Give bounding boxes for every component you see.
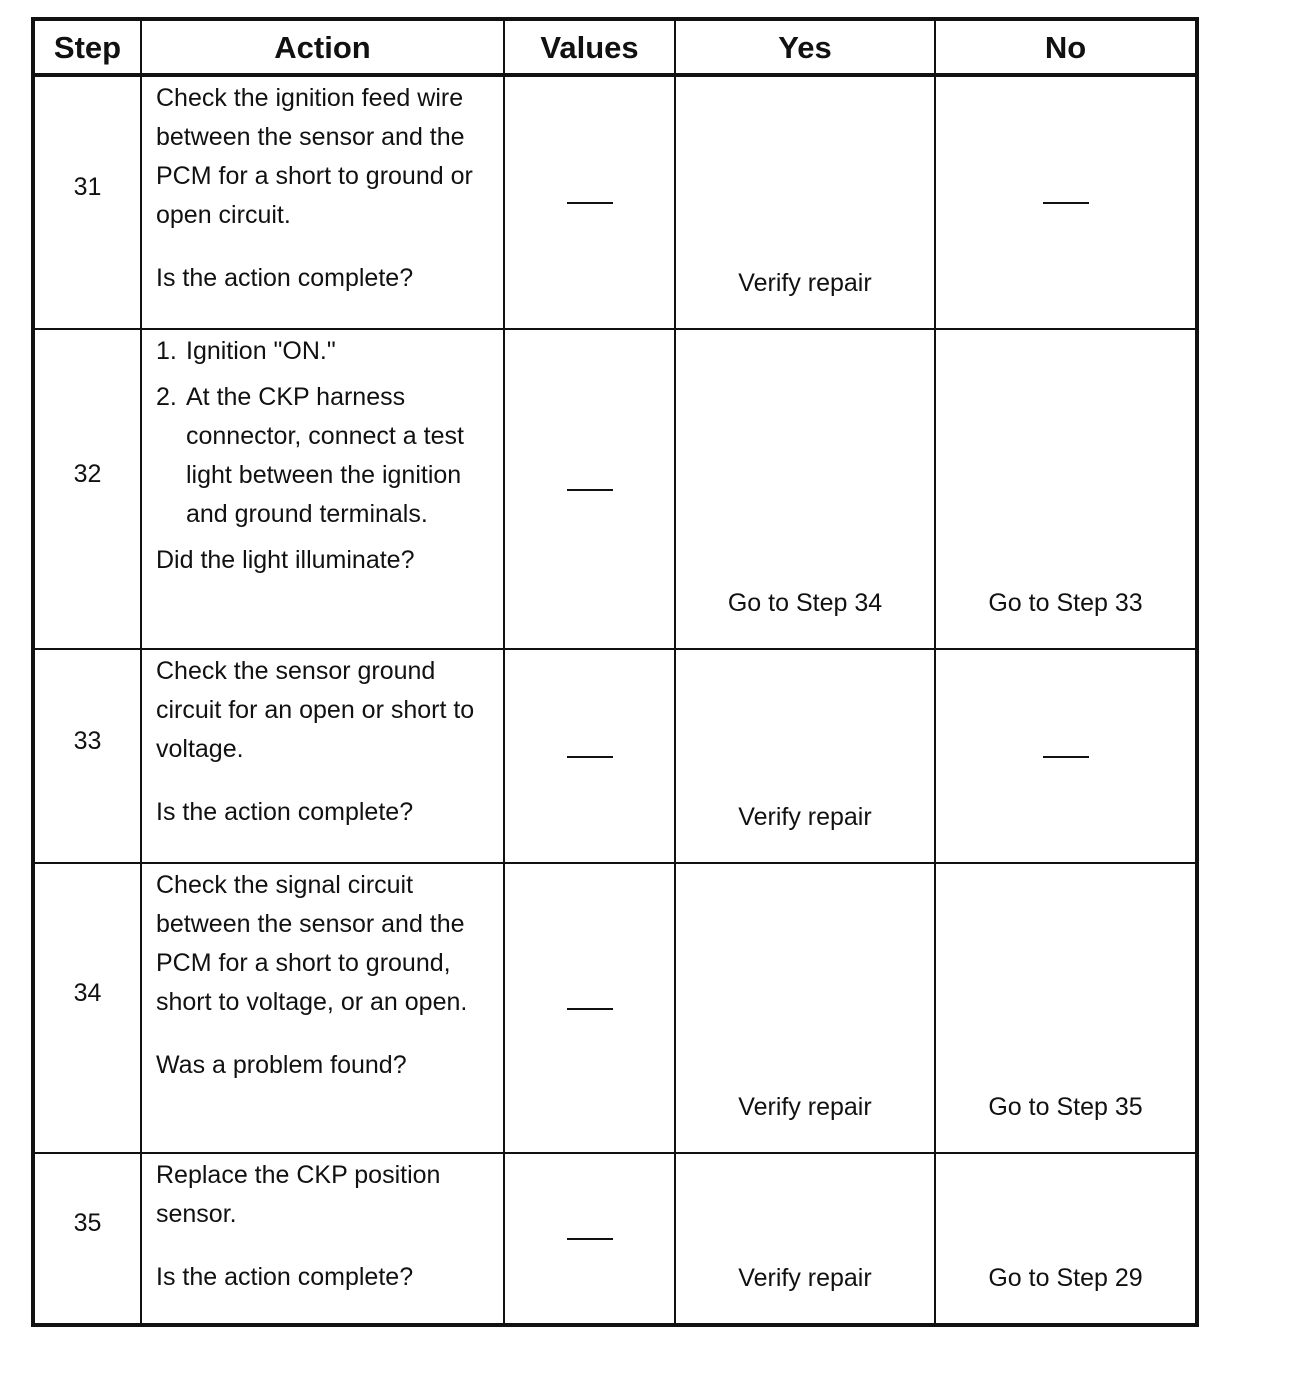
list-item (156, 332, 493, 371)
step-number: 35 (33, 1153, 141, 1325)
action-question: Is the action complete? (156, 798, 414, 826)
action-text: Check the ignition feed wire between the sensor and the PCM for a short to ground or open circuit. (156, 84, 473, 229)
action-cell (141, 329, 504, 649)
header-row (33, 19, 1197, 75)
action-cell (141, 863, 504, 1153)
header-values: Values (504, 19, 675, 75)
action-cell (141, 1153, 504, 1325)
action-text: Replace the CKP position sensor. (156, 1161, 441, 1228)
step-number: 32 (33, 329, 141, 649)
step-number: 31 (33, 75, 141, 329)
action-question: Did the light illuminate? (156, 546, 415, 574)
diagnostic-table (31, 17, 1199, 1327)
dash-mark (567, 489, 613, 491)
action-question: Was a problem found? (156, 1051, 407, 1079)
action-text: Check the signal circuit between the sensor and the PCM for a short to ground, short to voltage, or an open. (156, 871, 468, 1016)
action-question: Is the action complete? (156, 264, 414, 292)
dash-mark (567, 1008, 613, 1010)
header-action: Action (141, 19, 504, 75)
dash-mark (567, 1238, 613, 1240)
no-cell (935, 75, 1197, 329)
values-cell (504, 863, 675, 1153)
step-number: 33 (33, 649, 141, 863)
no-cell (935, 649, 1197, 863)
dash-mark (1043, 756, 1089, 758)
header-no: No (935, 19, 1197, 75)
yes-cell: Go to Step 34 (675, 329, 935, 649)
no-cell: Go to Step 33 (935, 329, 1197, 649)
action-cell (141, 649, 504, 863)
no-cell: Go to Step 29 (935, 1153, 1197, 1325)
substep-text: At the CKP harness connector, connect a test light between the ignition and ground terminals. (186, 383, 464, 528)
dash-mark (1043, 202, 1089, 204)
action-text: Check the sensor ground circuit for an open or short to voltage. (156, 657, 475, 763)
action-cell (141, 75, 504, 329)
header-step: Step (33, 19, 141, 75)
yes-cell: Verify repair (675, 863, 935, 1153)
table-row (33, 329, 1197, 649)
no-cell: Go to Step 35 (935, 863, 1197, 1153)
step-number: 34 (33, 863, 141, 1153)
dash-mark (567, 202, 613, 204)
table-row (33, 75, 1197, 329)
substep-list (156, 332, 493, 534)
substep-number: 2. (156, 383, 177, 411)
yes-cell: Verify repair (675, 75, 935, 329)
values-cell (504, 75, 675, 329)
table-row (33, 1153, 1197, 1325)
values-cell (504, 649, 675, 863)
yes-cell: Verify repair (675, 649, 935, 863)
substep-text: Ignition "ON." (186, 337, 336, 365)
list-item (156, 378, 493, 534)
dash-mark (567, 756, 613, 758)
table-row (33, 863, 1197, 1153)
yes-cell: Verify repair (675, 1153, 935, 1325)
table-row (33, 649, 1197, 863)
values-cell (504, 1153, 675, 1325)
values-cell (504, 329, 675, 649)
action-question: Is the action complete? (156, 1263, 414, 1291)
header-yes: Yes (675, 19, 935, 75)
substep-number: 1. (156, 337, 177, 365)
